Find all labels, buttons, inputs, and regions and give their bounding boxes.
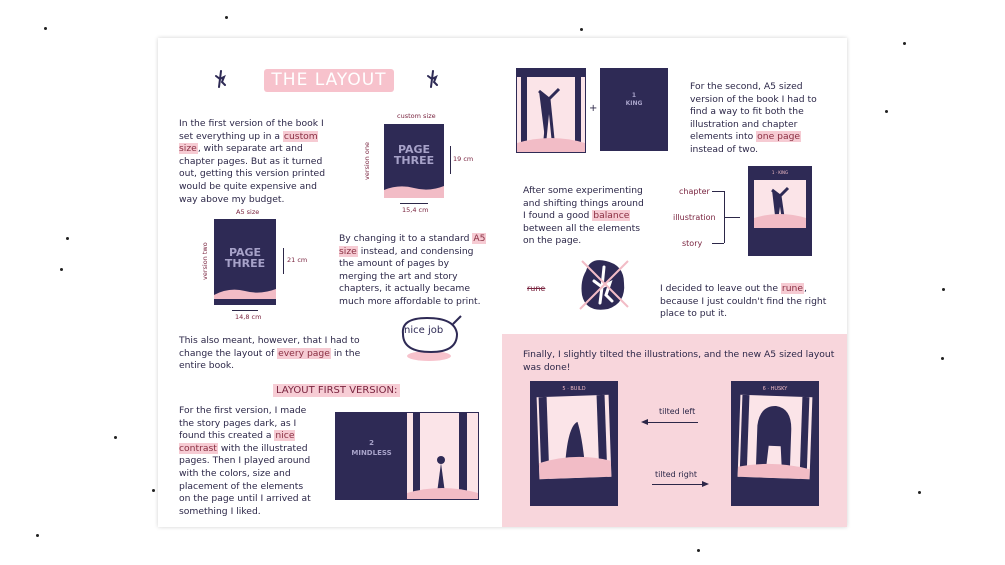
arrow-right-icon [702, 480, 710, 488]
tilted-right-arrow [652, 484, 704, 485]
page-illustration-icon [214, 277, 276, 305]
background-dot [225, 16, 228, 19]
tilted-right-label: tilted right [655, 470, 698, 479]
background-dot [60, 268, 63, 271]
chapter-heading: 1 · KING [771, 170, 789, 175]
paragraph-a5-size: By changing it to a standard A5 size instead, and condensing the amount of pages by merging the art and story chapters, it actually became much more affordable to print. [339, 233, 486, 307]
tree-illustration-icon [754, 180, 806, 228]
dim-21-label: 21 cm [287, 256, 308, 264]
chapter-heading: 6 · HUSKY [762, 386, 788, 392]
paragraph-balance: After some experimenting and shifting things around I found a good balance between all the elements on the page. [523, 185, 644, 247]
custom-size-label: custom size [397, 112, 436, 120]
husky-page [731, 381, 819, 506]
width-marker [232, 310, 258, 311]
a5-page [214, 219, 276, 305]
plus-sign: + [589, 103, 598, 114]
creature-illustration-icon [738, 395, 813, 479]
combined-a5-page [748, 166, 812, 256]
tilted-illustration [738, 395, 813, 479]
paragraph-first-version: For the first version, I made the story pages dark, as I found this created a nice contrast with the illustrated pages. Then I played around with the colors, size and placement of the elements on the page until I arrived at something I liked. [179, 405, 311, 517]
forest-illustration-icon [537, 395, 612, 479]
king-chapter-page [600, 68, 668, 151]
rune-label: rune [527, 284, 546, 293]
arrow-left-icon [640, 418, 648, 426]
paragraph-every-page: This also meant, however, that I had to change the layout of every page in the entire book. [179, 335, 361, 372]
page-illustration-icon [384, 176, 444, 198]
paragraph-final: Finally, I slightly tilted the illustrations, and the new A5 sized layout was done! [523, 349, 835, 373]
bracket-arrow [724, 217, 740, 218]
bracket-line [712, 243, 724, 244]
height-marker [283, 248, 284, 274]
chapter-name: MINDLESS [351, 449, 392, 457]
illustration-page [407, 413, 478, 499]
background-dot [66, 237, 69, 240]
chapter-number: 2 [369, 439, 374, 447]
bracket-line [712, 191, 724, 192]
first-version-spread [335, 412, 479, 500]
background-dot [580, 28, 583, 31]
tilted-illustration [537, 395, 612, 479]
chapter-label: chapter [679, 187, 710, 196]
background-dot [44, 27, 47, 30]
height-marker [450, 146, 451, 174]
layout-first-version-heading: LAYOUT FIRST VERSION: [273, 384, 400, 397]
paragraph-custom-size: In the first version of the book I set everything up in a custom size, with separate art and chapter pages. But as it turned out, getting this version printed would be quite expensive and way above my budget. [179, 118, 326, 205]
background-dot [697, 549, 700, 552]
chapter-number: 1 [631, 92, 637, 99]
tree-illustration-icon [517, 69, 585, 152]
tilted-left-arrow [646, 422, 698, 423]
nice-job-character-icon [395, 312, 467, 364]
king-illustration-page [516, 68, 586, 153]
background-dot [152, 489, 155, 492]
page-three-text: THREE [393, 154, 435, 167]
story-page-dark [336, 413, 407, 499]
background-dot [918, 491, 921, 494]
version-two-label: version two [201, 242, 209, 280]
background-dot [941, 357, 944, 360]
build-page [530, 381, 618, 506]
page-three-text: PAGE [397, 143, 431, 156]
page-title: THE LAYOUT [264, 69, 394, 92]
background-dot [114, 436, 117, 439]
nice-job-text: nice job [404, 325, 444, 336]
dim-148-label: 14,8 cm [235, 313, 262, 321]
chapter-heading: 5 · BUILD [562, 386, 586, 392]
rune-stone-crossed-icon [572, 253, 634, 315]
paragraph-second-version: For the second, A5 sized version of the book I had to find a way to fit both the illustration and chapter elements into one page instead of two. [690, 81, 817, 155]
background-dot [36, 534, 39, 537]
rune-icon-right [426, 70, 440, 88]
a5-size-label: A5 size [236, 208, 260, 216]
background-dot [942, 288, 945, 291]
page-three-text: THREE [224, 257, 266, 270]
paragraph-rune: I decided to leave out the rune, because I just couldn't find the right place to put it. [660, 283, 827, 320]
illustration-label: illustration [673, 213, 716, 222]
page-three-text: PAGE [228, 246, 262, 259]
story-label: story [682, 239, 703, 248]
width-marker [400, 203, 428, 204]
custom-size-page [384, 124, 444, 198]
background-dot [885, 110, 888, 113]
dim-19-label: 19 cm [453, 155, 474, 163]
forest-illustration-icon [407, 413, 478, 499]
chapter-name: KING [625, 100, 643, 107]
background-dot [903, 42, 906, 45]
dim-154-label: 15,4 cm [402, 206, 429, 214]
tilted-left-label: tilted left [659, 407, 696, 416]
version-one-label: version one [363, 142, 371, 180]
rune-icon-left [214, 70, 228, 88]
